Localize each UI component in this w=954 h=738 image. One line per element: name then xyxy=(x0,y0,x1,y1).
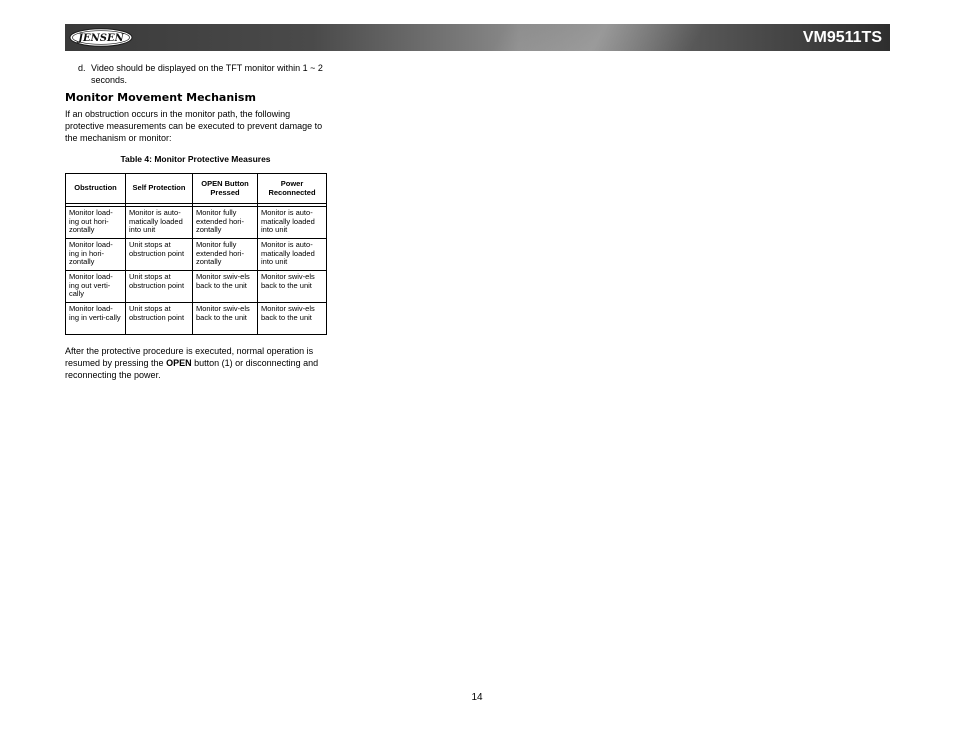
table-cell: Monitor swiv-els back to the unit xyxy=(193,303,258,335)
page-number: 14 xyxy=(471,692,483,703)
table-header-row xyxy=(66,174,327,204)
list-marker: d. xyxy=(78,63,86,73)
header-open-button-pressed: OPEN Button Pressed xyxy=(193,174,258,204)
list-item-d xyxy=(78,62,328,86)
banner-sheen xyxy=(478,24,713,51)
outro-text-before: After the protective procedure is executed, normal operation is resumed by pressing the xyxy=(65,346,314,368)
logo-text: JENSEN xyxy=(78,33,124,44)
header-obstruction: Obstruction xyxy=(66,174,126,204)
model-title: VM9511TS xyxy=(802,29,882,46)
outro-paragraph xyxy=(65,345,330,381)
section-heading: Monitor Movement Mechanism xyxy=(65,91,256,104)
outro-text-after: button (1) or disconnecting and reconnecting the power. xyxy=(65,358,319,380)
table-cell: Monitor fully extended hori-zontally xyxy=(193,239,258,271)
table-cell: Monitor load-ing out verti-cally xyxy=(66,271,126,303)
header-self-protection: Self Protection xyxy=(126,174,193,204)
table-row xyxy=(66,207,327,239)
list-item-text: Video should be displayed on the TFT monitor within 1 ~ 2 seconds. xyxy=(91,63,323,85)
jensen-logo xyxy=(69,28,133,47)
header-power-reconnected: Power Reconnected xyxy=(258,174,327,204)
table-cell: Monitor swiv-els back to the unit xyxy=(258,303,327,335)
open-button-reference: OPEN xyxy=(166,358,192,368)
header-banner xyxy=(65,24,890,51)
table-row xyxy=(66,303,327,335)
table-row xyxy=(66,239,327,271)
table-cell: Monitor is auto-matically loaded into unit xyxy=(258,207,327,239)
table-cell: Monitor load-ing in hori-zontally xyxy=(66,239,126,271)
table-cell: Unit stops at obstruction point xyxy=(126,239,193,271)
table-row xyxy=(66,271,327,303)
table-cell: Monitor fully extended hori-zontally xyxy=(193,207,258,239)
table-cell: Monitor is auto-matically loaded into unit xyxy=(258,239,327,271)
table-cell: Monitor load-ing in verti-cally xyxy=(66,303,126,335)
table-cell: Monitor swiv-els back to the unit xyxy=(258,271,327,303)
table-caption: Table 4: Monitor Protective Measures xyxy=(120,154,271,164)
table-cell: Monitor load-ing out hori-zontally xyxy=(66,207,126,239)
table-cell: Monitor is auto-matically loaded into unit xyxy=(126,207,193,239)
intro-paragraph: If an obstruction occurs in the monitor path, the following protective measurements can be executed to prevent damage to the mechanism or monitor: xyxy=(65,109,323,143)
table-cell: Monitor swiv-els back to the unit xyxy=(193,271,258,303)
table-cell: Unit stops at obstruction point xyxy=(126,271,193,303)
protective-measures-table xyxy=(65,173,327,335)
table-cell: Unit stops at obstruction point xyxy=(126,303,193,335)
